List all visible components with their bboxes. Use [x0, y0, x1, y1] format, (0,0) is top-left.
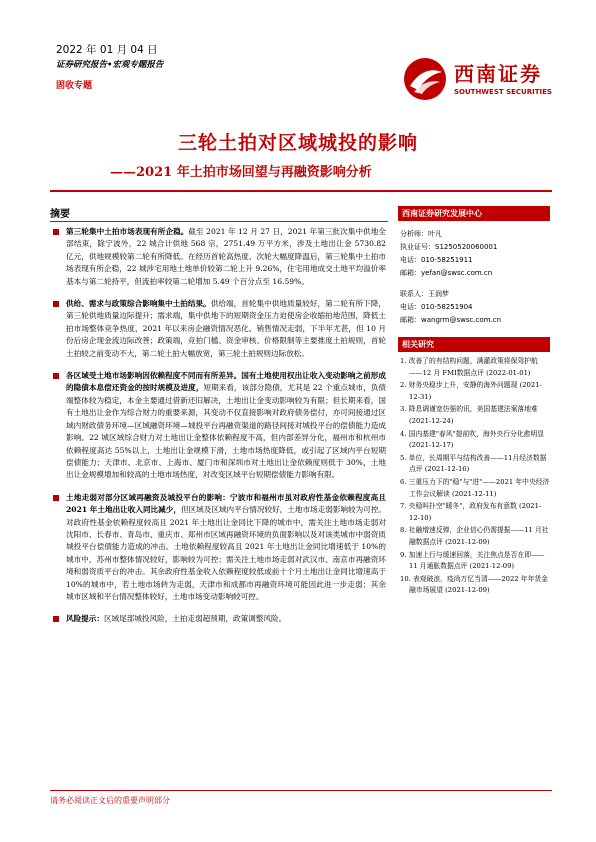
paragraph-lead: 风险提示： [66, 614, 104, 624]
bullet-icon [53, 616, 59, 622]
logo-text-cn: 西南证券 [454, 62, 542, 86]
contact-email[interactable]: 邮箱：wangrm@swsc.com.cn [400, 316, 502, 324]
abstract-body [50, 226, 386, 636]
related-item[interactable]: 2. 财务央稳步上升，安静的海外问题现 (2021-12-31) [400, 381, 542, 401]
spacer [400, 280, 550, 288]
contact-phone: 电话：010-58251904 [400, 303, 473, 311]
abstract-paragraph [50, 492, 386, 604]
company-logo [402, 56, 572, 106]
logo-mark-icon [402, 56, 448, 102]
related-item[interactable]: 9. 加速上行与缓速回落，关注焦点是否在即——11 月通胀数据点评 (2021-12-09) [400, 550, 545, 571]
bullet-icon [53, 301, 59, 307]
contact-name: 联系人：王润梦 [400, 290, 449, 298]
related-item[interactable]: 3. 降息调谨宽仿强的讯，美国基建法案落地难 (2021-12-24) [400, 405, 538, 425]
paragraph-text: 供给端，首轮集中供地质量较好，第二轮有所下降，第三轮供地质量边际提升；需求端，集中供地下的短期资金压力迫使房企收缩拍地范围，降低土拍市场整体竞争热度，2021 年以来房企融资情况恶化、销售情况走弱，下半年尤甚，但 10 月份后房企现金流边际改善；政策端，竞拍门槛、资金审核、价格限制等主要推度土拍规则，首轮土拍较之前变动不大，第二轮土拍大幅放宽，第三轮土拍规则边际放松。 [66, 299, 387, 358]
abstract-paragraph [50, 298, 386, 360]
bullet-icon [53, 229, 59, 235]
abstract-paragraph [50, 370, 386, 482]
related-item[interactable]: 4. 国内基建"春风"提前吹，海外央行分化愈明显 (2021-12-17) [400, 429, 545, 450]
paragraph-text: 截至 2021 年 12 月 27 日，2021 年第三批次集中供地全部结束，除宁波外，22 城合计供地 568 宗，2751.49 万平方米，涉及土地出让金 5730.82 亿元，供地规模较第二轮有所降低。在经历首轮高热度、次轮大幅度降温后，第三轮集中土拍市场表现有所企稳，22 城涉宅用地土地单价较第二轮上升 9.26%，住宅用地成交土地平均溢价率基本与第二轮持平，但流拍率较第二轮增加 5.49 个百分点至 16.59%。 [66, 227, 387, 286]
footer-divider [50, 790, 552, 791]
analyst-info [400, 228, 550, 327]
abstract-paragraph [50, 226, 386, 288]
abstract-heading: 摘要 [50, 209, 70, 220]
research-center-heading: 西南证券研究发展中心 [398, 206, 550, 221]
abstract-divider [50, 221, 388, 222]
report-series: 证券研究报告•宏观专题报告 [56, 60, 164, 70]
related-item[interactable]: 10. 表观破浪，疫尚万忆当清——2022 年年货金融市场展望 (2021-12-09) [400, 574, 548, 595]
analyst-phone: 电话：010-58251911 [400, 256, 473, 264]
analyst-license: 执业证号：S1250520060001 [400, 243, 498, 251]
report-date: 2022 年 01 月 04 日 [56, 44, 158, 56]
footer-disclaimer: 请务必阅读正文后的重要声明部分 [50, 796, 170, 805]
paragraph-lead: 第三轮集中土拍市场表现有所企稳。 [66, 227, 189, 236]
related-item[interactable]: 5. 单位，长周期平与结构改善——11月经济数据点评 (2021-12-16) [400, 453, 547, 474]
related-item[interactable]: 8. 社融增速反弹，企业信心仍需提振——11 月社融数据点评 (2021-12-09) [400, 526, 549, 546]
paragraph-text: 但区域及区域内平台情况较好，土地市场走弱影响较为可控。对政府性基金依赖程度较高且 2021 年土地出让金同比下降的城市中，需关注土地市场走弱对沈阳市、长春市、青岛市、重庆市、郑州市区域再融资环境的负面影响以及对该类城市中弱资质城投平台偿债能力造成的冲击。土地依赖程度较高且 2021 年土地出让金同比增速低于 10%的城市中，苏州市整体情况较好，影响较为可控；需关注土地市场走弱对武汉市、南京市再融资环境和弱资质平台的冲击。其余政府性基金收入依赖程度较低或前十个月土地出让金同比增速高于 10%的城市中，若土地市场转为走弱，天津市和成都市再融资环境可能因此进一步走弱；其余城市区域和平台情况整体较好，土地市场变动影响较可控。 [66, 505, 387, 601]
paragraph-lead: 供给、需求与政策综合影响集中土拍结果。 [66, 299, 211, 309]
report-category: 固收专题 [56, 81, 93, 91]
paragraph-text: 区域尾部城投风险，土拍走弱超预期，政策调整风险。 [103, 614, 287, 624]
page-title: 三轮土拍对区域城投的影响 [177, 132, 418, 154]
bullet-icon [53, 495, 59, 501]
paragraph-text: 短期来看，该部分隐债，尤其是 22 个重点城市，负债端整体较为稳定，本金主要通过借新还旧解决，土地出让金变动影响较为有限；但长期来看，国有土地出让金作为综合财力的重要来源，其变动不仅直接影响对政府债务偿付，亦可间接通过区域内财政债务环境—区域融资环境—城投平台再融资渠道的路径间接对城投平台的偿债能力造成影响。22 城区域综合财力对土地出让金整体依赖程度不高，但内部差异分化，福州市和杭州市依赖程度高达 55%以上，土地出让金规模下滑，土地市场热度降低，或引起了区域内平台短期偿债能力；天津市、北京市、上海市、厦门市和深圳市对土地出让金依赖度则低于 30%，土地出让金规模增加和较高的土地市场热度，对改变区域平台短期偿债能力影响有限。 [66, 383, 387, 480]
paragraph-lead: 各区域受土地市场影响因依赖程度不同而有所差异。国有土地使用权出让收入变动影响之前形成的隐债本息偿还资金的按时规模及进度， [66, 371, 386, 393]
analyst-name: 分析师：叶凡 [400, 230, 442, 238]
related-item[interactable]: 7. 央稳叫扑空"暖冬"，政府发布有意数 (2021-12-10) [400, 502, 542, 522]
title-divider [50, 190, 552, 192]
related-research-list [400, 356, 550, 598]
page-subtitle: ——2021 年土拍市场回望与再融资影响分析 [110, 165, 372, 180]
related-item[interactable]: 1. 改善了的有结构问题，满灌政策将保驾护航——12 月 FMI数据点评 (2022-01-01) [400, 357, 538, 377]
related-research-heading: 相关研究 [398, 337, 550, 352]
related-item[interactable]: 6. 三重压力下的"稳"与"进"——2021 年中央经济工作会议解读 (2021-12-11) [400, 477, 550, 498]
bullet-icon [53, 373, 59, 379]
logo-text-en: SOUTHWEST SECURITIES [454, 88, 552, 96]
paragraph-lead: 土地走弱对部分区域再融资及城投平台的影响：宁波市和福州市虽对政府性基金依赖程度高且 2021 年土地出让收入同比减少， [66, 492, 386, 515]
analyst-email[interactable]: 邮箱：yefan@swsc.com.cn [400, 269, 493, 277]
abstract-paragraph [50, 613, 386, 625]
